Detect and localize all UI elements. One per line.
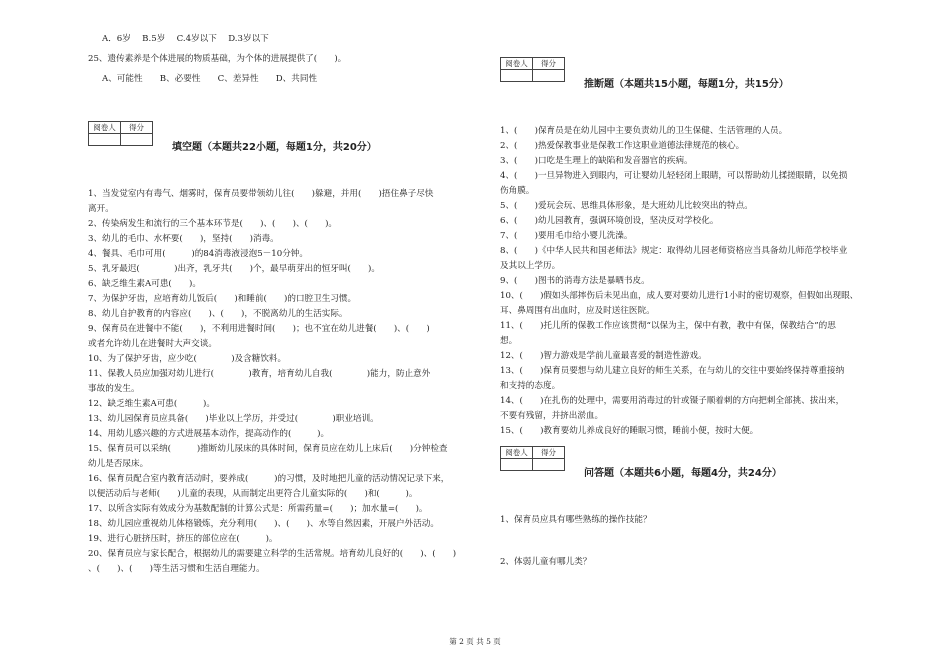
score-box [500,446,565,471]
judge-item: 15、( )教育要幼儿养成良好的睡眠习惯，睡前小便，按时大便。 [500,426,759,436]
qa-item: 1、保育员应具有哪些熟练的操作技能？ [500,515,652,525]
fill-item: 、( )、( )等生活习惯和生活自理能力。 [88,564,265,574]
score-cell [121,134,153,146]
fill-item: 2、传染病发生和流行的三个基本环节是( )、( )、( )。 [88,219,338,229]
judge-item: 14、( )在扎伤的处理中，需要用消毒过的针或镊子顺着刺的方向把刺全部挑、拔出来， [500,396,845,406]
fill-item: 事故的发生。 [88,384,140,394]
judge-item: 5、( )爱玩会玩、思维具体形象，是大班幼儿比较突出的特点。 [500,201,753,211]
score-cell [533,70,565,82]
score-label: 得分 [533,447,565,459]
fill-item: 16、保育员配合室内教育活动时，要养成( )的习惯，及时地把儿童的活动情况记录下来， [88,474,450,484]
fill-item: 19、进行心脏挤压时，挤压的部位应在( )。 [88,534,278,544]
page-footer: 第 2 页 共 5 页 [449,637,501,646]
fill-item: 12、缺乏维生素A可患( )。 [88,399,215,409]
fill-item: 17、以所含实际有效成分为基数配制的计算公式是：所需药量=( )；加水量=( )。 [88,504,428,514]
fill-item: 以便活动后与老师( )儿童的表现，从而制定出更符合儿童实际的( )和( )。 [88,489,418,499]
fill-blank-section-title: 填空题（本题共22小题，每题1分，共20分） [172,142,377,153]
grader-cell [501,70,533,82]
judge-item: 想。 [500,336,518,346]
score-box [88,121,153,146]
fill-item: 1、当发觉室内有毒气、烟雾时，保育员要带领幼儿往( )躲避，并用( )捂住鼻子尽快 [88,189,434,199]
question-25: 25、遗传素养是个体进展的物质基础，为个体的进展提供了( )。 [88,54,347,64]
score-box [500,57,565,82]
score-label: 得分 [533,58,565,70]
fill-item: 20、保育员应与家长配合，根据幼儿的需要建立科学的生活常规。培育幼儿良好的( )、( ) [88,549,457,559]
grader-cell [89,134,121,146]
judge-item: 1、( )保育员是在幼儿园中主要负责幼儿的卫生保健、生活管理的人员。 [500,126,788,136]
judge-item: 13、( )保育员要想与幼儿建立良好的师生关系，在与幼儿的交往中要始终保持尊重接纳 [500,366,845,376]
judge-item: 10、( )假如头部摔伤后未见出血，成人要对要幼儿进行1小时的密切观察，但假如出现眼、 [500,291,859,301]
fill-item: 10、为了保护牙齿，应少吃( )及含糖饮料。 [88,354,287,364]
fill-item: 6、缺乏维生素A可患( )。 [88,279,201,289]
fill-item: 或者允许幼儿在进餐时大声交谈。 [88,339,217,349]
judge-item: 11、( )托儿所的保教工作应该贯彻“以保为主，保中有教，教中有保，保教结合”的思 [500,321,836,331]
judge-item: 伤角膜。 [500,186,535,196]
fill-item: 9、保育员在进餐中不能( )，不利用进餐时间( )；也不宜在幼儿进餐( )、( ) [88,324,430,334]
score-cell [533,459,565,471]
judge-item: 7、( )要用毛巾给小婴儿洗澡。 [500,231,633,241]
fill-item: 15、保育员可以采纳( )推断幼儿尿床的具体时间，保育员应在幼儿上床后( )分钟检查 [88,444,448,454]
grader-cell [501,459,533,471]
fill-item: 7、为保护牙齿，应培育幼儿饭后( )和睡前( )的口腔卫生习惯。 [88,294,357,304]
fill-item: 幼儿是否尿床。 [88,459,149,469]
judge-item: 3、( )口吃是生理上的缺陷和发音器官的疾病。 [500,156,693,166]
fill-item: 11、保教人员应加强对幼儿进行( )教育，培育幼儿自我( )能力，防止意外 [88,369,431,379]
judge-item: 12、( )智力游戏是学前儿童最喜爱的制造性游戏。 [500,351,707,361]
fill-item: 4、餐具、毛巾可用( )的84消毒液浸泡5－10分钟。 [88,249,308,259]
judge-item: 及其以上学历。 [500,261,561,271]
judge-item: 和支持的态度。 [500,381,561,391]
judge-item: 6、( )幼儿园教育，强调环境创设，坚决反对学校化。 [500,216,719,226]
question-24-options: A．6岁 B.5岁 C.4岁以下 D.3岁以下 [102,34,269,44]
fill-item: 18、幼儿园应重视幼儿体格锻炼，充分利用( )、( )、水等自然因素，开展户外活动。 [88,519,439,529]
judge-item: 8、( )《中华人民共和国老师法》规定：取得幼儿园老师资格应当具备幼儿师范学校毕业 [500,246,848,256]
score-label: 得分 [121,122,153,134]
qa-item: 2、体弱儿童有哪儿类？ [500,557,592,567]
grader-label: 阅卷人 [501,58,533,70]
judge-item: 4、( )一旦异物进入到眼内，可让婴幼儿轻轻闭上眼睛，可以帮助幼儿揉搓眼睛，以免损 [500,171,848,181]
grader-label: 阅卷人 [501,447,533,459]
fill-item: 8、幼儿自护教育的内容应( )、( )，不脱离幼儿的生活实际。 [88,309,348,319]
judge-item: 不要有残留，并挤出淤血。 [500,411,604,421]
grader-label: 阅卷人 [89,122,121,134]
fill-item: 14、用幼儿感兴趣的方式进展基本动作，提高动作的( )。 [88,429,330,439]
fill-item: 5、乳牙最迟( )出齐，乳牙共( )个，最早萌芽出的恒牙叫( )。 [88,264,380,274]
judge-item: 耳、鼻周围有出血时，应及时送往医院。 [500,306,655,316]
judgment-section-title: 推断题（本题共15小题，每题1分，共15分） [584,79,789,90]
question-25-options: A、可能性 B、必要性 C、差异性 D、共同性 [102,74,318,84]
fill-item: 3、幼儿的毛巾、水杯要( )，坚持( )消毒。 [88,234,279,244]
fill-item: 离开。 [88,204,114,214]
judge-item: 9、( )图书的消毒方法是暴晒书皮。 [500,276,650,286]
judge-item: 2、( )热爱保教事业是保教工作这职业道德法律规范的核心。 [500,141,745,151]
qa-section-title: 问答题（本题共6小题，每题4分，共24分） [584,468,782,479]
fill-item: 13、幼儿园保育员应具备( )毕业以上学历，并受过( )职业培训。 [88,414,379,424]
